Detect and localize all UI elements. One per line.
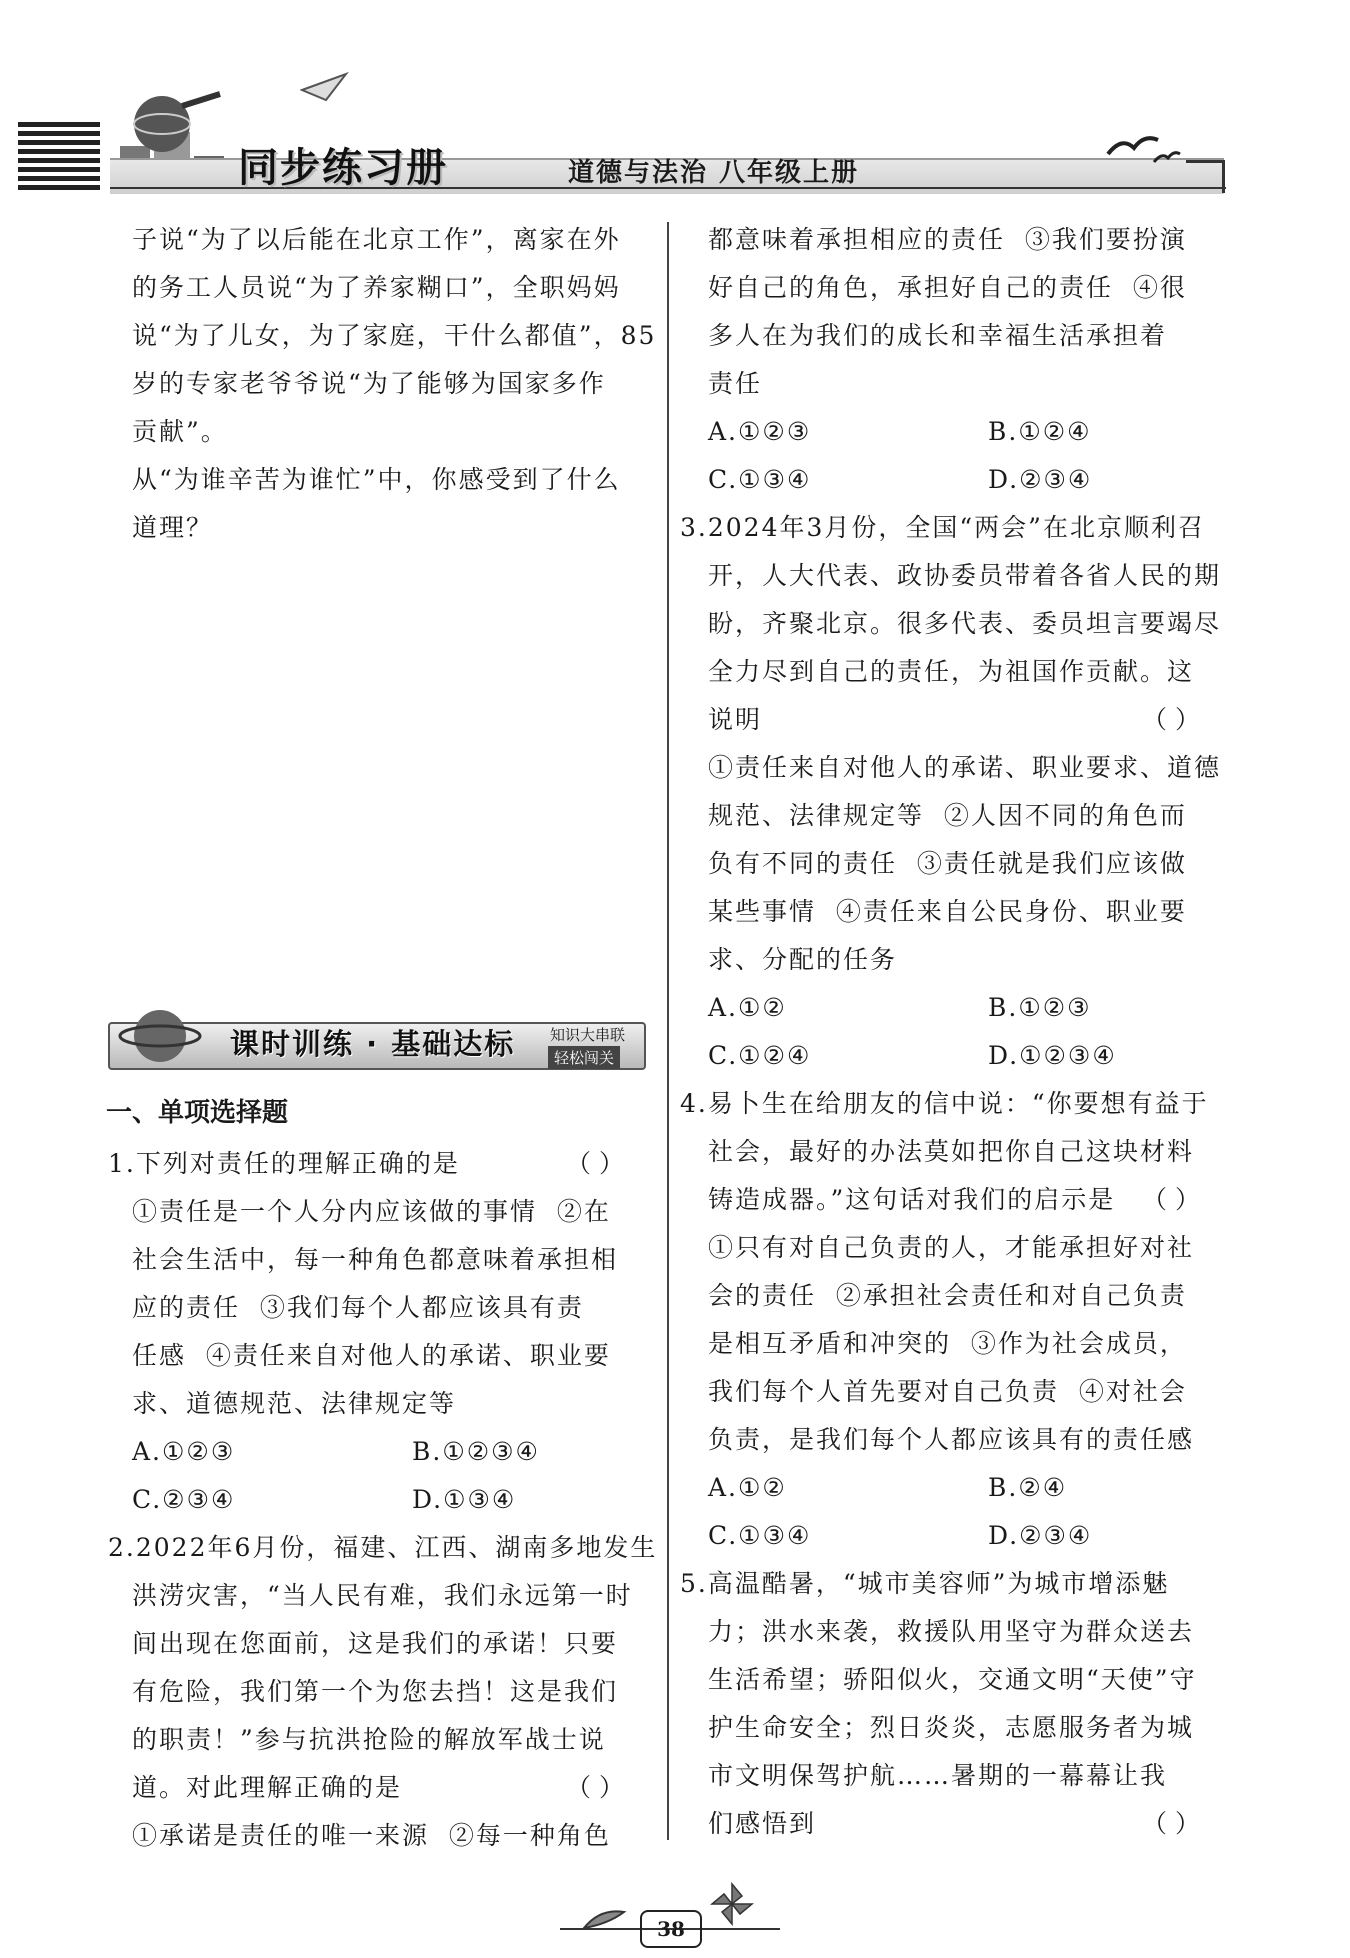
answer-bracket[interactable]: （ ） <box>1142 1809 1200 1838</box>
question-stem: 5.高温酷暑，“城市美容师”为城市增添魅 <box>680 1569 1170 1598</box>
answer-bracket[interactable]: （ ） <box>1142 705 1200 734</box>
option: D.①②③④ <box>988 1041 1117 1070</box>
option: B.①②③④ <box>412 1437 540 1466</box>
pinwheel-icon <box>708 1880 758 1930</box>
option: C.②③④ <box>132 1485 236 1514</box>
option: B.①②④ <box>988 417 1092 446</box>
text-line: 多人在为我们的成长和幸福生活承担着 <box>708 321 1168 350</box>
text-line: 说明 <box>708 705 763 734</box>
text-line: 洪涝灾害，“当人民有难，我们永远第一时 <box>132 1581 633 1610</box>
text-line: 都意味着承担相应的责任 ③我们要扮演 <box>708 225 1187 254</box>
text-line: 负责，是我们每个人都应该具有的责任感 <box>708 1425 1195 1454</box>
text-line: 全力尽到自己的责任，为祖国作贡献。这 <box>708 657 1195 686</box>
text-line: 开，人大代表、政协委员带着各省人民的期 <box>708 561 1222 590</box>
subject-grade: 道德与法治 八年级上册 <box>568 158 860 188</box>
text-line: 的职责！”参与抗洪抢险的解放军战士说 <box>132 1725 606 1754</box>
question-stem: 4.易卜生在给朋友的信中说：“你要想有益于 <box>680 1089 1209 1118</box>
text-line: ①只有对自己负责的人，才能承担好对社 <box>708 1233 1195 1262</box>
question-stem: 1.下列对责任的理解正确的是 <box>108 1149 460 1178</box>
text-line: 会的责任 ②承担社会责任和对自己负责 <box>708 1281 1187 1310</box>
section-heading: 一、单项选择题 <box>106 1098 289 1128</box>
text-line: 任感 ④责任来自对他人的承诺、职业要 <box>132 1341 611 1370</box>
text-line: 某些事情 ④责任来自公民身份、职业要 <box>708 897 1187 926</box>
option: D.②③④ <box>988 465 1093 494</box>
option: A.①②③ <box>708 417 812 446</box>
section-banner <box>108 1008 642 1070</box>
option: D.①③④ <box>412 1485 517 1514</box>
text-line: ①责任来自对他人的承诺、职业要求、道德 <box>708 753 1222 782</box>
answer-bracket[interactable]: （ ） <box>566 1149 624 1178</box>
header-stripes <box>18 122 100 196</box>
text-line: 求、分配的任务 <box>708 945 898 974</box>
text-line: 应的责任 ③我们每个人都应该具有责 <box>132 1293 584 1322</box>
text-line: 铸造成器。”这句话对我们的启示是 <box>708 1185 1116 1214</box>
text-line: 护生命安全；烈日炎炎，志愿服务者为城 <box>708 1713 1195 1742</box>
text-line: 规范、法律规定等 ②人因不同的角色而 <box>708 801 1187 830</box>
option: B.①②③ <box>988 993 1092 1022</box>
text-line: 好自己的角色，承担好自己的责任 ④很 <box>708 273 1187 302</box>
text-line: 社会生活中，每一种角色都意味着承担相 <box>132 1245 619 1274</box>
text-line: 们感悟到 <box>708 1809 817 1838</box>
leaf-ornament-icon <box>580 1898 630 1938</box>
text-line: 子说“为了以后能在北京工作”，离家在外 <box>132 225 621 254</box>
text-line: 从“为谁辛苦为谁忙”中，你感受到了什么 <box>132 465 621 494</box>
globe-icon <box>116 1002 206 1072</box>
text-line: 道理？ <box>132 513 214 542</box>
header-endcap <box>1186 160 1225 193</box>
option: A.①②③ <box>132 1437 236 1466</box>
text-line: 盼，齐聚北京。很多代表、委员坦言要竭尽 <box>708 609 1222 638</box>
text-line: 是相互矛盾和冲突的 ③作为社会成员， <box>708 1329 1187 1358</box>
text-line: ①承诺是责任的唯一来源 ②每一种角色 <box>132 1821 611 1850</box>
text-line: 的务工人员说“为了养家糊口”，全职妈妈 <box>132 273 621 302</box>
page-number: 38 <box>640 1910 702 1948</box>
text-line: 市文明保驾护航……暑期的一幕幕让我 <box>708 1761 1168 1790</box>
text-line: 岁的专家老爷爷说“为了能够为国家多作 <box>132 369 606 398</box>
birds-icon <box>1104 128 1184 168</box>
option: D.②③④ <box>988 1521 1093 1550</box>
text-line: 间出现在您面前，这是我们的承诺！只要 <box>132 1629 619 1658</box>
text-line: ①责任是一个人分内应该做的事情 ②在 <box>132 1197 611 1226</box>
question-stem: 2.2022年6月份，福建、江西、湖南多地发生 <box>108 1533 658 1562</box>
text-line: 社会，最好的办法莫如把你自己这块材料 <box>708 1137 1195 1166</box>
option: B.②④ <box>988 1473 1068 1502</box>
text-line: 力；洪水来袭，救援队用坚守为群众送去 <box>708 1617 1195 1646</box>
option: C.①②④ <box>708 1041 812 1070</box>
banner-title: 课时训练 · 基础达标 <box>230 1027 516 1061</box>
option: C.①③④ <box>708 465 812 494</box>
text-line: 我们每个人首先要对自己负责 ④对社会 <box>708 1377 1187 1406</box>
text-line: 道。对此理解正确的是 <box>132 1773 403 1802</box>
text-line: 说“为了儿女，为了家庭，干什么都值”，85 <box>132 321 657 350</box>
column-divider <box>667 222 669 1840</box>
paper-plane-icon <box>300 70 350 104</box>
option: C.①③④ <box>708 1521 812 1550</box>
text-line: 负有不同的责任 ③责任就是我们应该做 <box>708 849 1187 878</box>
banner-tag: 知识大串联 <box>550 1026 626 1044</box>
text-line: 生活希望；骄阳似火，交通文明“天使”守 <box>708 1665 1197 1694</box>
option: A.①② <box>708 993 787 1022</box>
text-line: 责任 <box>708 369 763 398</box>
book-title: 同步练习册 <box>238 145 448 191</box>
banner-tag: 轻松闯关 <box>548 1046 620 1069</box>
text-line: 贡献”。 <box>132 417 228 446</box>
answer-bracket[interactable]: （ ） <box>566 1773 624 1802</box>
answer-bracket[interactable]: （ ） <box>1142 1185 1200 1214</box>
text-line: 有危险，我们第一个为您去挡！这是我们 <box>132 1677 619 1706</box>
question-stem: 3.2024年3月份，全国“两会”在北京顺利召 <box>680 513 1205 542</box>
text-line: 求、道德规范、法律规定等 <box>132 1389 457 1418</box>
option: A.①② <box>708 1473 787 1502</box>
